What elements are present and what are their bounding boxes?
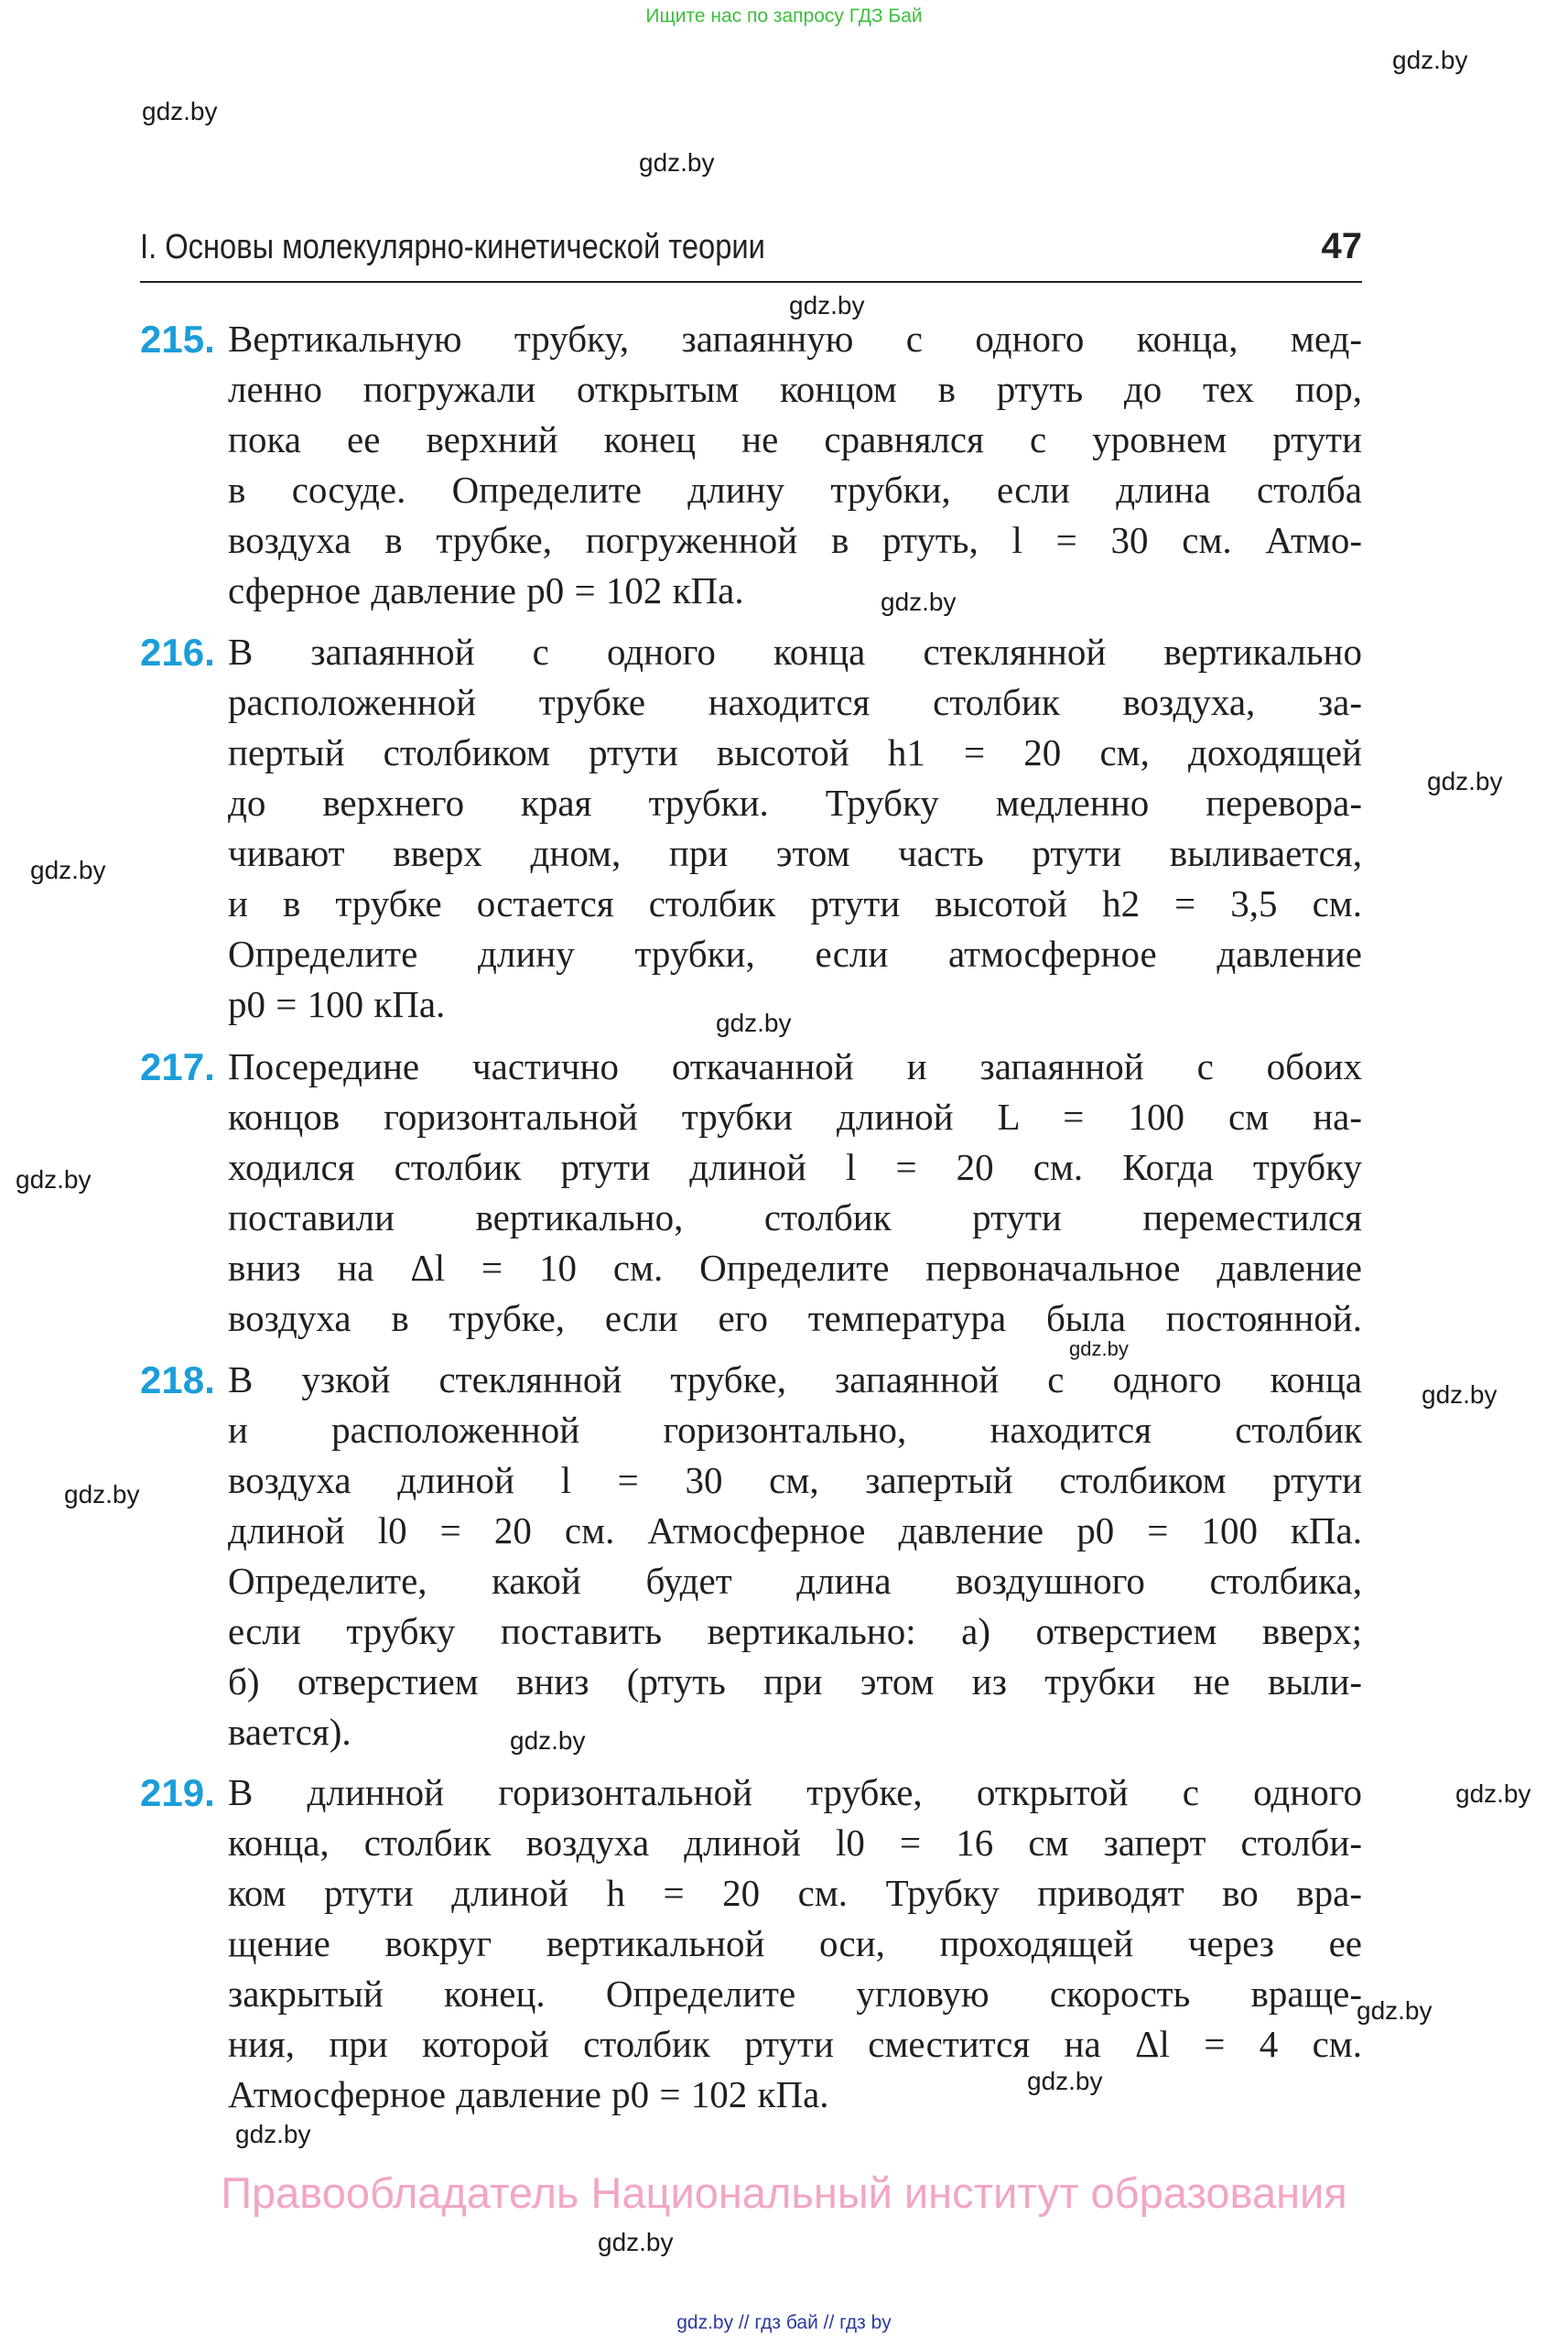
watermark: gdz.by [1422,1380,1498,1409]
problem-number: 217. [140,1045,215,1088]
bottom-links: gdz.by // гдз бай // гдз by [676,2312,892,2333]
page-number: 47 [1321,226,1362,266]
problem-line: воздуха в трубке, погруженной в ртуть, l = 30 см. Атмо- [228,519,1362,561]
problem-number: 219. [140,1771,215,1814]
watermark: gdz.by [1427,767,1503,795]
problem-218 [140,1355,1362,1757]
problem-line: закрытый конец. Определите угловую скорость враще- [228,1973,1362,2015]
watermark: gdz.by [235,2120,311,2148]
problem-text [228,1355,1362,1757]
problem-text [228,627,1362,1030]
watermark: gdz.by [30,856,106,884]
problem-line: пертый столбиком ртути высотой h1 = 20 см, доходящей [228,731,1362,773]
problem-line: Определите длину трубки, если атмосферное давление [228,933,1362,975]
watermark: gdz.by [142,97,218,125]
problem-line: щение вокруг вертикальной оси, проходящей через ее [228,1922,1362,1964]
problem-line: в сосуде. Определите длину трубки, если длина столба [228,469,1362,511]
watermark: gdz.by [1392,46,1468,74]
problem-line: чивают вверх дном, при этом часть ртути выливается, [228,832,1362,874]
problem-text [228,314,1362,616]
problem-line: вниз на Δl = 10 см. Определите первоначальное давление [228,1247,1362,1289]
watermark: gdz.by [789,291,865,319]
problem-line: длиной l0 = 20 см. Атмосферное давление p0 = 100 кПа. [228,1509,1362,1551]
watermark: gdz.by [16,1165,92,1194]
problem-line: пока ее верхний конец не сравнялся с уровнем ртути [228,418,1362,460]
problem-line: ком ртути длиной h = 20 см. Трубку приводят во вра- [228,1872,1362,1914]
problem-line: поставили вертикально, столбик ртути переместился [228,1196,1362,1238]
problem-line: Определите, какой будет длина воздушного столбика, [228,1560,1362,1602]
problem-line: концов горизонтальной трубки длиной L = 100 см на- [228,1096,1362,1138]
problem-line: расположенной трубке находится столбик воздуха, за- [228,681,1362,723]
problem-line: вается). [228,1711,351,1753]
watermark: gdz.by [716,1009,792,1037]
problem-219 [140,1768,1362,2120]
problem-line: В длинной горизонтальной трубке, открытой с одного [228,1771,1362,1813]
problem-line: и расположенной горизонтально, находится столбик [228,1409,1362,1451]
problem-text [228,1768,1362,2120]
problem-line: Вертикальную трубку, запаянную с одного конца, мед- [228,318,1362,360]
watermark: gdz.by [1357,1996,1433,2025]
problem-number: 215. [140,318,215,361]
problem-line: б) отверстием вниз (ртуть при этом из трубки не выли- [228,1660,1362,1703]
page-header [140,224,1362,283]
problem-216 [140,627,1362,1030]
problem-number: 216. [140,631,215,674]
watermark: gdz.by [598,2228,674,2256]
copyright-footer: Правообладатель Национальный институт образования [221,2168,1347,2217]
problem-line: ленно погружали открытым концом в ртуть до тех пор, [228,368,1362,410]
watermark: gdz.by [639,148,715,177]
watermark: gdz.by [64,1480,140,1508]
problem-number: 218. [140,1358,215,1401]
watermark: gdz.by [881,588,957,616]
problem-line: В узкой стеклянной трубке, запаянной с одного конца [228,1358,1362,1400]
watermark: gdz.by [1455,1779,1531,1808]
problem-line: воздуха в трубке, если его температура была постоянной. [228,1297,1362,1339]
watermark: gdz.by [510,1726,586,1755]
problem-217 [140,1042,1362,1344]
chapter-title: I. Основы молекулярно-кинетической теории [140,228,765,266]
problem-line: Посередине частично откачанной и запаянной с обоих [228,1045,1362,1087]
problem-line: если трубку поставить вертикально: а) отверстием вверх; [228,1610,1362,1652]
watermark: gdz.by [1069,1337,1129,1360]
problem-line: ния, при которой столбик ртути сместится на Δl = 4 см. [228,2023,1362,2065]
problem-line: В запаянной с одного конца стеклянной вертикально [228,631,1362,673]
problem-line: ходился столбик ртути длиной l = 20 см. Когда трубку [228,1146,1362,1188]
top-banner: Ищите нас по запросу ГДЗ Бай [645,5,923,27]
watermark: gdz.by [1027,2067,1103,2095]
problem-line: Атмосферное давление p0 = 102 кПа. [228,2073,829,2115]
problem-line: конца, столбик воздуха длиной l0 = 16 см заперт столби- [228,1822,1362,1864]
problem-text [228,1042,1362,1344]
problem-line: и в трубке остается столбик ртути высотой h2 = 3,5 см. [228,882,1362,924]
problem-215 [140,314,1362,616]
problem-line: до верхнего края трубки. Трубку медленно перевора- [228,782,1362,824]
problem-line: воздуха длиной l = 30 см, запертый столбиком ртути [228,1459,1362,1501]
problem-line: p0 = 100 кПа. [228,983,446,1025]
problem-line: сферное давление p0 = 102 кПа. [228,569,744,611]
